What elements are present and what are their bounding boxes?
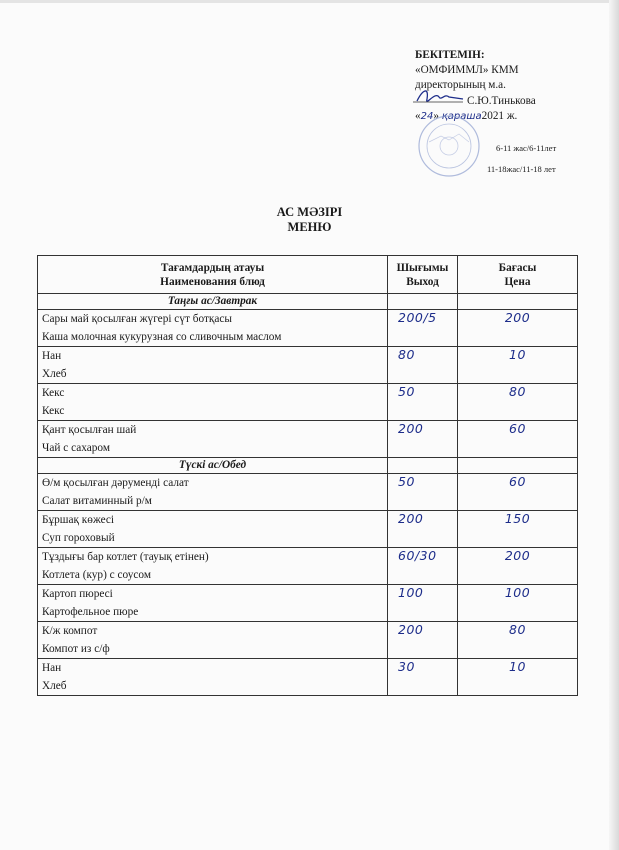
- table-row: [38, 622, 578, 659]
- dish-name: Нан Хлеб: [38, 659, 388, 696]
- dish-output: 200/5: [388, 310, 458, 347]
- approval-date: «24» қараша2021 ж.: [415, 109, 518, 122]
- dish-name: Бұршақ көжесі Суп гороховый: [38, 511, 388, 548]
- approval-position: директорының м.а.: [415, 79, 506, 92]
- dish-price: 80: [458, 622, 578, 659]
- header-name: Тағамдардың атауы Наименования блюд: [38, 256, 388, 294]
- dish-price: 150: [458, 511, 578, 548]
- table-row: [38, 421, 578, 458]
- header-price: Бағасы Цена: [458, 256, 578, 294]
- dish-price: 10: [458, 659, 578, 696]
- scan-edge: [0, 0, 619, 3]
- dish-name: Тұздығы бар котлет (тауық етінен) Котлета (кур) с соусом: [38, 548, 388, 585]
- table-row: [38, 585, 578, 622]
- dish-output: 100: [388, 585, 458, 622]
- dish-output: 60/30: [388, 548, 458, 585]
- dish-output: 200: [388, 421, 458, 458]
- dish-output: 50: [388, 384, 458, 421]
- dish-price: 100: [458, 585, 578, 622]
- table-row: [38, 548, 578, 585]
- dish-name: Нан Хлеб: [38, 347, 388, 384]
- dish-name: Қант қосылған шай Чай с сахаром: [38, 421, 388, 458]
- dish-price: 60: [458, 474, 578, 511]
- dish-name: Ө/м қосылған дәруменді салат Салат витаминный р/м: [38, 474, 388, 511]
- dish-output: 80: [388, 347, 458, 384]
- dish-name: К/ж компот Компот из с/ф: [38, 622, 388, 659]
- dish-output: 30: [388, 659, 458, 696]
- date-month: қараша: [441, 110, 482, 122]
- header-output: Шығымы Выход: [388, 256, 458, 294]
- table-row: [38, 511, 578, 548]
- signature-row: [415, 94, 605, 109]
- dish-price: 200: [458, 310, 578, 347]
- dish-name: Кекс Кекс: [38, 384, 388, 421]
- menu-table: [37, 255, 578, 696]
- dish-price: 80: [458, 384, 578, 421]
- date-year: 2021 ж.: [481, 109, 518, 122]
- date-day: 24: [420, 110, 434, 122]
- director-name: С.Ю.Тинькова: [467, 94, 536, 107]
- scan-shadow: [609, 0, 619, 850]
- dish-price: 10: [458, 347, 578, 384]
- table-header: [38, 256, 578, 294]
- stamp: [415, 112, 495, 192]
- table-row: [38, 384, 578, 421]
- dish-name: Картоп пюресі Картофельное пюре: [38, 585, 388, 622]
- dish-name: Сары май қосылған жүгері сүт ботқасы Каша молочная кукурузная со сливочным маслом: [38, 310, 388, 347]
- dish-price: 200: [458, 548, 578, 585]
- approval-org: «ОМФИММЛ» КММ: [415, 64, 519, 77]
- dish-output: 200: [388, 622, 458, 659]
- dish-output: 200: [388, 511, 458, 548]
- age-group-2: 11-18жас/11-18 лет: [487, 164, 556, 174]
- age-group-1: 6-11 жас/6-11лет: [496, 143, 557, 153]
- menu-title-ru: МЕНЮ: [287, 220, 332, 234]
- table-row: [38, 474, 578, 511]
- section-row: Түскі ас/Обед: [38, 458, 578, 474]
- signature: [413, 85, 473, 111]
- approval-heading: БЕКІТЕМІН:: [415, 49, 485, 61]
- dish-price: 60: [458, 421, 578, 458]
- table-row: [38, 347, 578, 384]
- section-row: Таңғы ас/Завтрак: [38, 294, 578, 310]
- menu-title-kz: АС МӘЗІРІ: [276, 205, 343, 219]
- table-row: [38, 310, 578, 347]
- table-row: [38, 659, 578, 696]
- dish-output: 50: [388, 474, 458, 511]
